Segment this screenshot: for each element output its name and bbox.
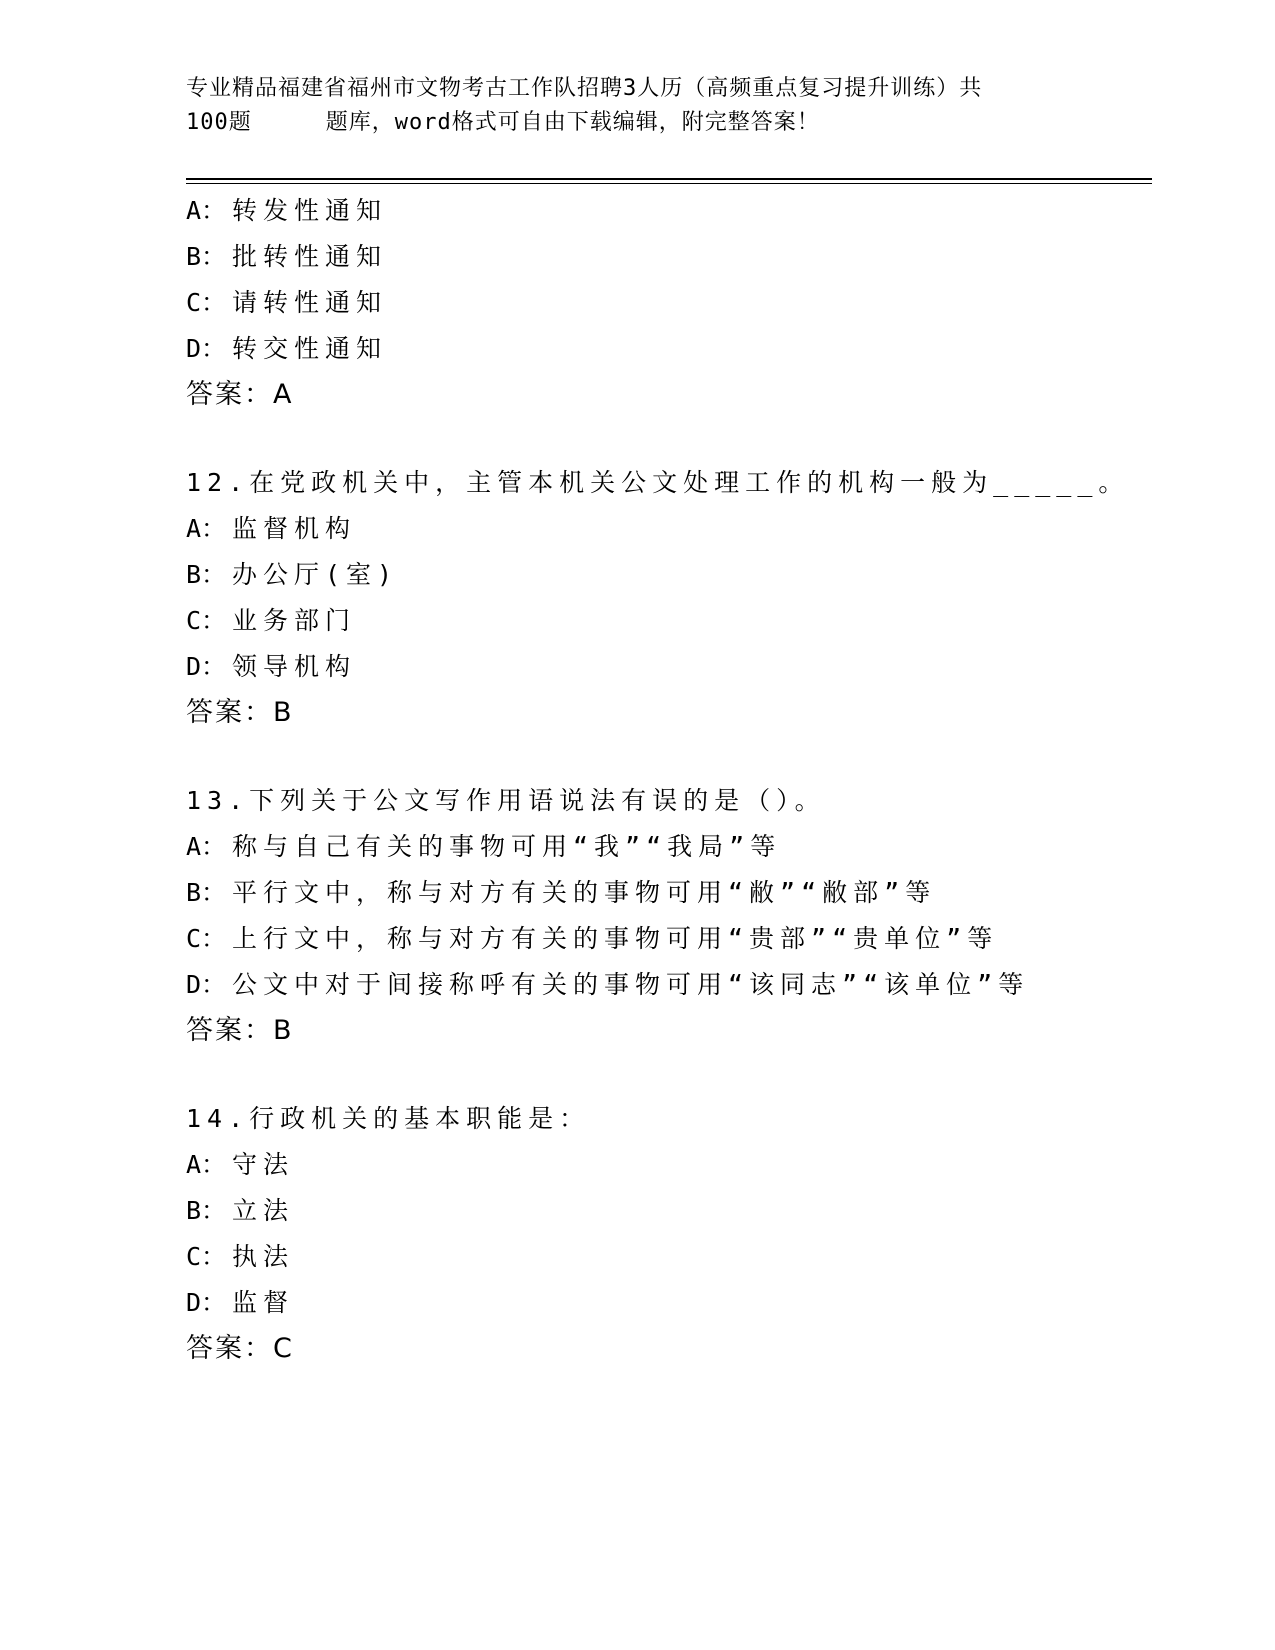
- question-stem: 13.下列关于公文写作用语说法有误的是（）。: [186, 786, 826, 815]
- option-a: A： 转发性通知: [186, 196, 388, 225]
- header-question-count: 100题: [186, 110, 252, 135]
- option-b: B： 批转性通知: [186, 242, 388, 271]
- option-c: C： 执法: [186, 1242, 295, 1271]
- option-c: C： 业务部门: [186, 606, 357, 635]
- header-rule-thick: [186, 178, 1152, 180]
- question-block-13: [186, 778, 1152, 1054]
- document-body: [186, 188, 1152, 1372]
- option-c: C： 上行文中，称与对方有关的事物可用“贵部”“贵单位”等: [186, 924, 999, 953]
- option-d: D： 监督: [186, 1288, 295, 1317]
- header-title-line1: 专业精品福建省福州市文物考古工作队招聘3人历（高频重点复习提升训练）共: [186, 76, 983, 101]
- question-block-14: [186, 1096, 1152, 1372]
- question-block-11: [186, 188, 1152, 418]
- option-b: B： 办公厅(室): [186, 560, 399, 589]
- option-d: D： 公文中对于间接称呼有关的事物可用“该同志”“该单位”等: [186, 970, 1030, 999]
- option-a: A： 守法: [186, 1150, 295, 1179]
- document-header: [186, 72, 1086, 140]
- option-d: D： 领导机构: [186, 652, 357, 681]
- option-d: D： 转交性通知: [186, 334, 388, 363]
- option-b: B： 平行文中，称与对方有关的事物可用“敝”“敝部”等: [186, 878, 937, 907]
- header-rule-thin: [186, 183, 1152, 184]
- option-c: C： 请转性通知: [186, 288, 388, 317]
- header-subtitle: 题库，word格式可自由下载编辑，附完整答案！: [325, 110, 820, 135]
- question-stem: 12.在党政机关中，主管本机关公文处理工作的机构一般为_____。: [186, 468, 1130, 497]
- answer-line: 答案：A: [186, 379, 294, 410]
- answer-line: 答案：B: [186, 697, 294, 728]
- question-stem: 14.行政机关的基本职能是：: [186, 1104, 591, 1133]
- answer-line: 答案：C: [186, 1333, 294, 1364]
- option-b: B： 立法: [186, 1196, 295, 1225]
- question-block-12: [186, 460, 1152, 736]
- header-title-line2: [186, 106, 1086, 140]
- option-a: A： 监督机构: [186, 514, 357, 543]
- answer-line: 答案：B: [186, 1015, 294, 1046]
- option-a: A： 称与自己有关的事物可用“我”“我局”等: [186, 832, 782, 861]
